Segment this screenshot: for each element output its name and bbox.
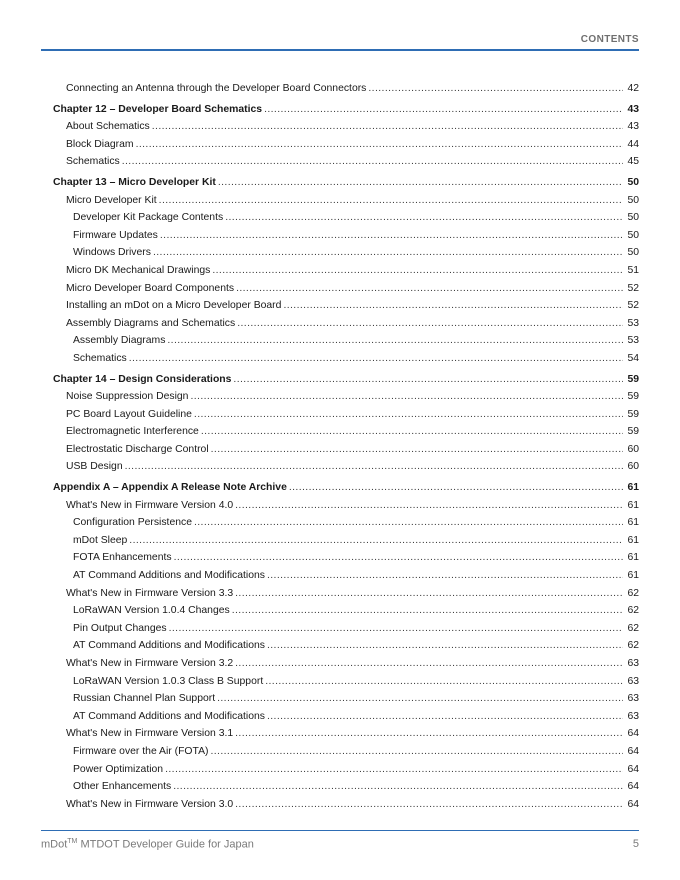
- toc-chapter-entry[interactable]: [53, 174, 639, 192]
- toc-entry-page-number: 50: [627, 176, 639, 188]
- toc-chapter-entry[interactable]: [53, 371, 639, 389]
- dot-leader: [153, 244, 623, 262]
- footer-doc-prefix: mDot: [41, 838, 68, 851]
- dot-leader: [267, 637, 623, 655]
- toc-entry-label: What's New in Firmware Version 3.2: [66, 658, 234, 669]
- toc-entry-label: Chapter 14 – Design Considerations: [53, 373, 232, 385]
- toc-entry-label: Connecting an Antenna through the Developer Board Connectors: [66, 83, 367, 94]
- toc-entry-page-number: 59: [627, 391, 639, 403]
- toc-entry-label: Micro Developer Kit: [66, 194, 157, 206]
- toc-entry-page-number: 61: [627, 534, 639, 546]
- toc-entry-page-number: 50: [627, 212, 639, 224]
- toc-entry[interactable]: [53, 80, 639, 98]
- toc-entry-label: mDot Sleep: [73, 534, 128, 546]
- toc-entry-page-number: 61: [627, 517, 639, 529]
- toc-entry-page-number: 52: [627, 300, 639, 312]
- toc-entry-label: FOTA Enhancements: [73, 552, 172, 564]
- toc-entry-label: Russian Channel Plan Support: [73, 693, 216, 705]
- toc-entry[interactable]: [53, 655, 639, 673]
- toc-entry[interactable]: [53, 796, 639, 814]
- toc-entry-label: Firmware over the Air (FOTA): [73, 745, 209, 757]
- toc-entry[interactable]: [53, 458, 639, 476]
- toc-entry[interactable]: [53, 118, 639, 136]
- toc-entry[interactable]: [53, 315, 639, 333]
- dot-leader: [235, 655, 623, 673]
- dot-leader: [235, 585, 623, 603]
- toc-entry-label: AT Command Additions and Modifications: [73, 570, 265, 582]
- toc-entry[interactable]: [53, 743, 639, 761]
- toc-entry-label: Other Enhancements: [73, 781, 172, 793]
- toc-entry[interactable]: [53, 262, 639, 280]
- toc-entry[interactable]: [53, 153, 639, 171]
- dot-leader: [283, 297, 623, 315]
- toc-entry[interactable]: [53, 388, 639, 406]
- dot-leader: [190, 388, 623, 406]
- toc-entry-label: Schematics: [73, 352, 127, 364]
- dot-leader: [289, 479, 623, 497]
- toc-entry-page-number: 64: [627, 763, 639, 775]
- toc-entry[interactable]: [53, 332, 639, 350]
- dot-leader: [212, 262, 623, 280]
- toc-entry[interactable]: [53, 192, 639, 210]
- dot-leader: [129, 532, 623, 550]
- toc-entry-page-number: 62: [627, 587, 639, 599]
- toc-entry[interactable]: [53, 297, 639, 315]
- toc-entry-label: Firmware Updates: [73, 229, 158, 241]
- dot-leader: [165, 761, 623, 779]
- toc-entry-page-number: 50: [627, 194, 639, 206]
- toc-entry-label: Assembly Diagrams: [73, 335, 166, 347]
- toc-entry[interactable]: [53, 725, 639, 743]
- toc-entry-page-number: 44: [627, 138, 639, 150]
- toc-entry-page-number: 63: [627, 675, 639, 687]
- toc-entry-page-number: 62: [627, 622, 639, 634]
- toc-entry-page-number: 61: [627, 552, 639, 564]
- dot-leader: [218, 174, 623, 192]
- dot-leader: [210, 743, 623, 761]
- dot-leader: [211, 441, 623, 459]
- toc-entry[interactable]: [53, 708, 639, 726]
- toc-entry-label: Chapter 13 – Micro Developer Kit: [53, 176, 216, 188]
- dot-leader: [225, 209, 623, 227]
- toc-entry[interactable]: [53, 227, 639, 245]
- toc-entry[interactable]: [53, 441, 639, 459]
- toc-entry[interactable]: [53, 514, 639, 532]
- toc-entry-page-number: 64: [627, 745, 639, 757]
- dot-leader: [173, 778, 623, 796]
- toc-entry-label: What's New in Firmware Version 3.1: [66, 728, 234, 740]
- toc-entry-page-number: 61: [627, 482, 639, 494]
- toc-entry[interactable]: [53, 549, 639, 567]
- toc-entry-page-number: 52: [627, 282, 639, 294]
- toc-entry-label: What's New in Firmware Version 3.3: [66, 587, 234, 599]
- toc-entry-label: Noise Suppression Design: [66, 391, 189, 403]
- dot-leader: [233, 371, 623, 389]
- toc-entry-page-number: 63: [627, 693, 639, 705]
- toc-entry-page-number: 63: [627, 658, 639, 669]
- dot-leader: [267, 708, 623, 726]
- toc-entry[interactable]: [53, 761, 639, 779]
- dot-leader: [152, 118, 623, 136]
- toc-entry-page-number: 60: [627, 461, 639, 473]
- toc-entry-page-number: 62: [627, 605, 639, 617]
- toc-entry[interactable]: [53, 602, 639, 620]
- toc-entry-label: Schematics: [66, 156, 120, 168]
- toc-entry-page-number: 62: [627, 640, 639, 652]
- dot-leader: [217, 690, 623, 708]
- toc-entry-page-number: 54: [627, 352, 639, 364]
- dot-leader: [194, 514, 623, 532]
- dot-leader: [235, 725, 623, 743]
- toc-entry-label: What's New in Firmware Version 4.0: [66, 499, 234, 511]
- footer-doc-suffix: MTDOT Developer Guide for Japan: [77, 838, 254, 851]
- toc-entry-page-number: 42: [627, 83, 639, 94]
- toc-entry-page-number: 45: [627, 156, 639, 168]
- dot-leader: [237, 315, 623, 333]
- toc-entry[interactable]: [53, 350, 639, 368]
- toc-entry-label: USB Design: [66, 461, 123, 473]
- toc-entry-label: What's New in Firmware Version 3.0: [66, 798, 234, 810]
- toc-entry[interactable]: [53, 244, 639, 262]
- dot-leader: [194, 406, 623, 424]
- dot-leader: [159, 192, 623, 210]
- dot-leader: [129, 350, 623, 368]
- toc-entry[interactable]: [53, 280, 639, 298]
- footer-document-title: [41, 838, 254, 851]
- toc-entry[interactable]: [53, 497, 639, 515]
- dot-leader: [236, 280, 623, 298]
- toc-entry[interactable]: [53, 209, 639, 227]
- toc-entry-label: Installing an mDot on a Micro Developer Board: [66, 300, 282, 312]
- toc-entry[interactable]: [53, 567, 639, 585]
- toc-entry-label: PC Board Layout Guideline: [66, 408, 192, 420]
- toc-entry-label: Micro DK Mechanical Drawings: [66, 264, 211, 276]
- dot-leader: [265, 673, 623, 691]
- toc-entry[interactable]: [53, 585, 639, 603]
- toc-entry[interactable]: [53, 532, 639, 550]
- toc-entry-label: Appendix A – Appendix A Release Note Archive: [53, 482, 287, 494]
- toc-entry-label: Block Diagram: [66, 138, 134, 150]
- dot-leader: [160, 227, 623, 245]
- toc-chapter-entry[interactable]: [53, 479, 639, 497]
- dot-leader: [264, 101, 623, 119]
- toc-entry-label: Pin Output Changes: [73, 622, 167, 634]
- table-of-contents: [53, 80, 639, 813]
- toc-entry-label: Windows Drivers: [73, 247, 151, 259]
- toc-entry-page-number: 61: [627, 499, 639, 511]
- toc-entry[interactable]: [53, 423, 639, 441]
- toc-entry-label: Electrostatic Discharge Control: [66, 443, 209, 455]
- toc-entry-page-number: 64: [627, 798, 639, 810]
- toc-entry[interactable]: [53, 136, 639, 154]
- toc-entry-label: Power Optimization: [73, 763, 164, 775]
- toc-entry-label: AT Command Additions and Modifications: [73, 640, 265, 652]
- toc-entry[interactable]: [53, 637, 639, 655]
- toc-entry[interactable]: [53, 620, 639, 638]
- dot-leader: [232, 602, 623, 620]
- dot-leader: [136, 136, 623, 154]
- toc-entry-page-number: 60: [627, 443, 639, 455]
- page-header-title: CONTENTS: [580, 34, 639, 45]
- dot-leader: [167, 332, 623, 350]
- toc-entry-label: Electromagnetic Interference: [66, 426, 199, 438]
- toc-entry-label: Micro Developer Board Components: [66, 282, 235, 294]
- toc-entry-page-number: 51: [627, 264, 639, 276]
- dot-leader: [122, 153, 623, 171]
- toc-entry-label: Chapter 12 – Developer Board Schematics: [53, 103, 263, 115]
- toc-entry[interactable]: [53, 673, 639, 691]
- toc-entry-page-number: 59: [627, 373, 639, 385]
- toc-entry-page-number: 64: [627, 781, 639, 793]
- toc-entry-page-number: 53: [627, 335, 639, 347]
- toc-entry[interactable]: [53, 690, 639, 708]
- header-divider: [41, 49, 639, 51]
- toc-entry-label: LoRaWAN Version 1.0.4 Changes: [73, 605, 230, 617]
- toc-entry-page-number: 64: [627, 728, 639, 740]
- toc-entry-label: AT Command Additions and Modifications: [73, 710, 265, 722]
- toc-entry-page-number: 43: [627, 121, 639, 133]
- toc-entry-label: Developer Kit Package Contents: [73, 212, 224, 224]
- toc-entry[interactable]: [53, 406, 639, 424]
- toc-entry-page-number: 50: [627, 247, 639, 259]
- toc-chapter-entry[interactable]: [53, 101, 639, 119]
- dot-leader: [174, 549, 623, 567]
- toc-entry-page-number: 53: [627, 317, 639, 329]
- toc-entry-label: LoRaWAN Version 1.0.3 Class B Support: [73, 675, 264, 687]
- toc-entry-label: Assembly Diagrams and Schematics: [66, 317, 236, 329]
- dot-leader: [169, 620, 623, 638]
- toc-entry-label: Configuration Persistence: [73, 517, 192, 529]
- toc-entry[interactable]: [53, 778, 639, 796]
- dot-leader: [235, 497, 623, 515]
- dot-leader: [368, 80, 623, 98]
- toc-entry-page-number: 50: [627, 229, 639, 241]
- toc-entry-page-number: 59: [627, 408, 639, 420]
- trademark-mark: TM: [67, 838, 78, 845]
- toc-entry-page-number: 59: [627, 426, 639, 438]
- dot-leader: [125, 458, 623, 476]
- toc-entry-label: About Schematics: [66, 121, 150, 133]
- footer-divider: [41, 830, 639, 831]
- footer-page-number: 5: [632, 838, 639, 850]
- dot-leader: [235, 796, 623, 814]
- dot-leader: [267, 567, 623, 585]
- dot-leader: [201, 423, 623, 441]
- toc-entry-page-number: 63: [627, 710, 639, 722]
- toc-entry-page-number: 61: [627, 570, 639, 582]
- toc-entry-page-number: 43: [627, 103, 639, 115]
